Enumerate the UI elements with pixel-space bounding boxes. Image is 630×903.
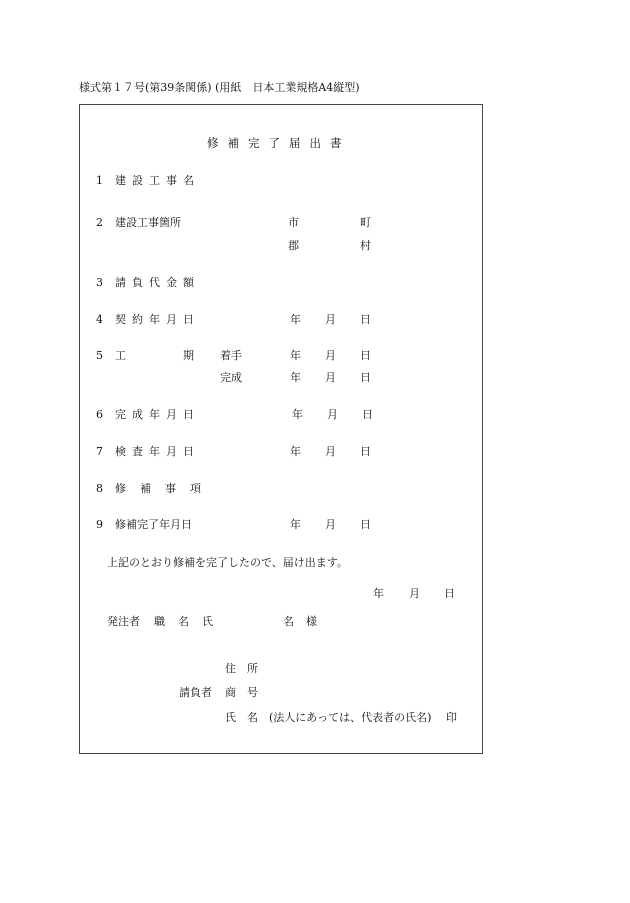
item-9-month: 月 (325, 518, 336, 531)
item-4-year: 年 (290, 313, 301, 326)
item-8-label: 修補事項 (115, 482, 215, 495)
item-2-village: 村 (360, 239, 371, 252)
item-6-month: 月 (327, 408, 338, 421)
orderer-name: 名 (283, 615, 294, 628)
item-4-month: 月 (325, 313, 336, 326)
contractor-role: 請負者 (179, 686, 212, 699)
submit-year: 年 (373, 587, 384, 600)
contractor-name-note: (法人にあっては、代表者の氏名) (269, 711, 432, 724)
seal-mark: 印 (446, 711, 457, 724)
item-6-day: 日 (362, 408, 373, 421)
item-4-day: 日 (360, 313, 371, 326)
item-6-year: 年 (292, 408, 303, 421)
orderer-mei: 名 (178, 615, 189, 628)
item-1-label: 建設工事名 (115, 174, 200, 187)
item-5-finish-month: 月 (325, 371, 336, 384)
item-7-day: 日 (360, 445, 371, 458)
item-5-start-day: 日 (360, 349, 371, 362)
item-4-number: 4 (96, 313, 103, 326)
item-5-start: 着手 (220, 349, 242, 362)
item-2-number: 2 (96, 216, 103, 229)
item-9-number: 9 (96, 518, 103, 531)
form-frame (79, 104, 483, 754)
item-5-number: 5 (96, 349, 103, 362)
item-7-label: 検査年月日 (115, 445, 200, 458)
item-2-label: 建設工事箇所 (115, 216, 181, 229)
item-7-year: 年 (290, 445, 301, 458)
item-5-finish: 完成 (220, 371, 242, 384)
item-9-day: 日 (360, 518, 371, 531)
item-6-number: 6 (96, 408, 103, 421)
contractor-trade-label: 商 号 (225, 686, 258, 699)
item-3-number: 3 (96, 276, 103, 289)
item-9-year: 年 (290, 518, 301, 531)
item-1-number: 1 (96, 174, 103, 187)
item-2-town: 町 (360, 216, 371, 229)
item-5-start-month: 月 (325, 349, 336, 362)
item-4-label: 契約年月日 (115, 313, 200, 326)
item-5-label-a: 工 (115, 349, 126, 362)
form-title: 修補完了届出書 (207, 136, 351, 150)
orderer-prefix: 発注者 (107, 615, 140, 628)
submit-month: 月 (409, 587, 420, 600)
item-5-start-year: 年 (290, 349, 301, 362)
statement-text: 上記のとおり修補を完了したので、届け出ます。 (107, 556, 348, 569)
item-3-label: 請負代金額 (115, 276, 200, 289)
item-5-finish-day: 日 (360, 371, 371, 384)
submit-day: 日 (444, 587, 455, 600)
item-2-city: 市 (288, 216, 299, 229)
item-5-label-b: 期 (183, 349, 194, 362)
orderer-shoku: 職 (154, 615, 165, 628)
item-8-number: 8 (96, 482, 103, 495)
item-7-month: 月 (325, 445, 336, 458)
item-7-number: 7 (96, 445, 103, 458)
item-9-label: 修補完了年月日 (115, 518, 192, 531)
contractor-address-label: 住 所 (225, 662, 258, 675)
contractor-name-label: 氏 名 (225, 711, 258, 724)
item-2-county: 郡 (288, 239, 299, 252)
item-6-label: 完成年月日 (115, 408, 200, 421)
orderer-shi: 氏 (202, 615, 213, 628)
form-number-header: 様式第１７号(第39条関係) (用紙 日本工業規格A4縦型) (79, 81, 360, 94)
item-5-finish-year: 年 (290, 371, 301, 384)
orderer-honorific: 様 (306, 615, 317, 628)
